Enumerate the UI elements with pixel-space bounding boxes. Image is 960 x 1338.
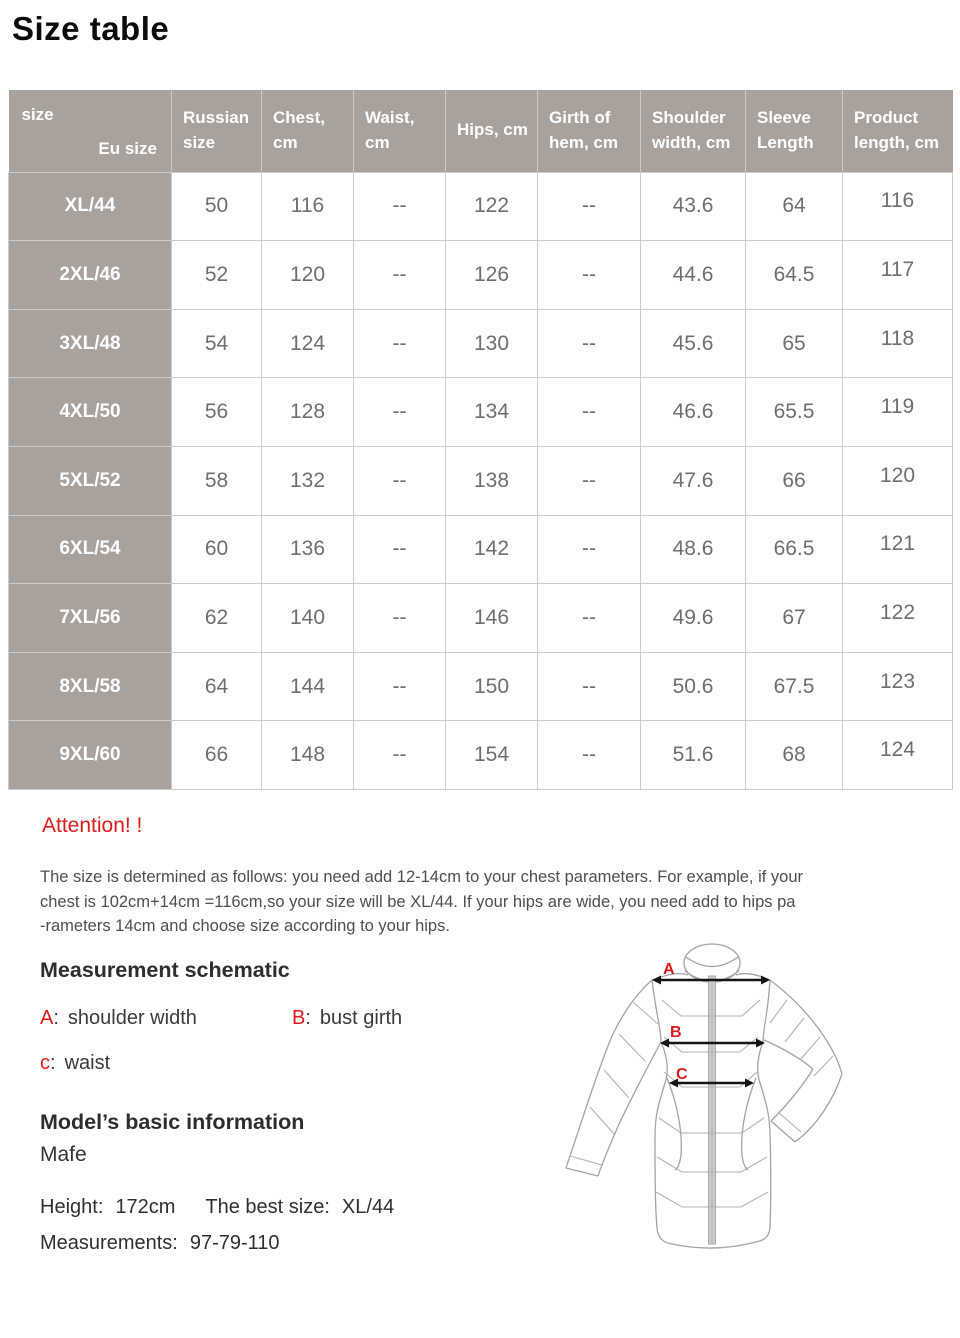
table-row	[9, 652, 953, 721]
legend-label: shoulder width	[67, 1007, 197, 1029]
model-measurements-line	[40, 1232, 280, 1255]
table-cell: 62	[172, 584, 262, 653]
table-cell: 60	[172, 515, 262, 584]
table-cell: 43.6	[641, 172, 746, 241]
row-size-label: 9XL/60	[9, 721, 172, 790]
size-table	[8, 90, 953, 790]
table-cell: --	[354, 515, 446, 584]
table-cell: --	[538, 584, 641, 653]
table-cell: 58	[172, 446, 262, 515]
table-cell: 148	[262, 721, 354, 790]
table-cell: 146	[446, 584, 538, 653]
table-cell: 67	[746, 584, 843, 653]
table-cell: 49.6	[641, 584, 746, 653]
row-size-label: XL/44	[9, 172, 172, 241]
table-cell: 138	[446, 446, 538, 515]
row-size-label: 8XL/58	[9, 652, 172, 721]
legend-letter: A	[40, 1007, 54, 1029]
table-cell: 67.5	[746, 652, 843, 721]
table-cell: --	[538, 515, 641, 584]
row-size-label: 4XL/50	[9, 378, 172, 447]
legend-colon: :	[305, 1007, 311, 1029]
best-size-value: XL/44	[341, 1196, 395, 1218]
coat-left-sleeve	[566, 980, 652, 1168]
legend-letter: c	[40, 1052, 50, 1074]
attention-heading: Attention! !	[42, 814, 143, 837]
legend-colon: :	[53, 1007, 59, 1029]
table-row	[9, 241, 953, 310]
table-row	[9, 584, 953, 653]
table-cell: --	[354, 584, 446, 653]
table-cell: --	[354, 721, 446, 790]
corner-header-cell	[9, 90, 172, 172]
table-cell: --	[538, 378, 641, 447]
table-cell: --	[354, 378, 446, 447]
column-header-chest: Chest, cm	[262, 90, 354, 172]
attention-line: chest is 102cm+14cm =116cm,so your size will be XL/44. If your hips are wide, you need add to hips pa	[40, 892, 796, 911]
row-size-label: 6XL/54	[9, 515, 172, 584]
table-cell: 132	[262, 446, 354, 515]
table-cell: --	[354, 172, 446, 241]
table-cell: 66.5	[746, 515, 843, 584]
table-cell: 56	[172, 378, 262, 447]
table-cell: 119	[843, 378, 953, 447]
table-cell: 120	[843, 446, 953, 515]
column-header-russian-size: Russian size	[172, 90, 262, 172]
table-cell: 48.6	[641, 515, 746, 584]
measurements-value: 97-79-110	[189, 1232, 280, 1254]
table-cell: 154	[446, 721, 538, 790]
table-cell: 64.5	[746, 241, 843, 310]
coat-left-pocket	[667, 1078, 681, 1170]
table-cell: 68	[746, 721, 843, 790]
attention-line: The size is determined as follows: you need add 12-14cm to your chest parameters. For example, if your	[40, 868, 804, 886]
table-cell: 144	[262, 652, 354, 721]
column-header-product-length: Product length, cm	[843, 90, 953, 172]
table-cell: 123	[843, 652, 953, 721]
legend-letter: B	[292, 1007, 306, 1029]
table-body	[9, 172, 953, 790]
table-cell: --	[354, 652, 446, 721]
row-size-label: 7XL/56	[9, 584, 172, 653]
table-cell: 44.6	[641, 241, 746, 310]
table-header-row	[9, 90, 953, 172]
table-cell: --	[538, 446, 641, 515]
table-cell: 54	[172, 309, 262, 378]
table-cell: 66	[172, 721, 262, 790]
table-cell: 64	[172, 652, 262, 721]
table-cell: 66	[746, 446, 843, 515]
table-cell: --	[354, 446, 446, 515]
table-cell: 134	[446, 378, 538, 447]
table-cell: 47.6	[641, 446, 746, 515]
table-row	[9, 515, 953, 584]
measurements-label: Measurements:	[40, 1232, 178, 1254]
table-cell: 124	[262, 309, 354, 378]
legend-item-bust-girth	[292, 1007, 402, 1030]
table-cell: 65.5	[746, 378, 843, 447]
table-cell: 51.6	[641, 721, 746, 790]
table-row	[9, 172, 953, 241]
column-header-hips: Hips, cm	[446, 90, 538, 172]
table-row	[9, 378, 953, 447]
legend-item-waist	[40, 1052, 110, 1075]
coat-measurement-diagram	[530, 930, 960, 1338]
model-info-heading: Model’s basic information	[40, 1110, 305, 1134]
column-header-waist: Waist, cm	[354, 90, 446, 172]
coat-right-sleeve	[770, 980, 842, 1074]
table-cell: --	[538, 241, 641, 310]
legend-label: bust girth	[319, 1007, 403, 1029]
table-row	[9, 309, 953, 378]
coat-right-pocket	[742, 1078, 756, 1170]
table-cell: --	[538, 309, 641, 378]
table-cell: 52	[172, 241, 262, 310]
column-header-sleeve-length: Sleeve Length	[746, 90, 843, 172]
table-cell: 126	[446, 241, 538, 310]
table-cell: --	[538, 652, 641, 721]
table-cell: 122	[446, 172, 538, 241]
table-cell: 64	[746, 172, 843, 241]
table-row	[9, 446, 953, 515]
table-cell: --	[538, 172, 641, 241]
table-cell: 50.6	[641, 652, 746, 721]
attention-paragraph	[40, 865, 803, 939]
table-cell: --	[354, 309, 446, 378]
table-cell: 46.6	[641, 378, 746, 447]
table-cell: 128	[262, 378, 354, 447]
column-header-girth-of-hem: Girth of hem, cm	[538, 90, 641, 172]
row-size-label: 2XL/46	[9, 241, 172, 310]
measurement-schematic-heading: Measurement schematic	[40, 958, 290, 982]
model-name: Mafe	[40, 1143, 87, 1166]
arrow-label-b: B	[670, 1024, 682, 1041]
table-cell: 124	[843, 721, 953, 790]
table-cell: 116	[262, 172, 354, 241]
legend-colon: :	[50, 1052, 56, 1074]
column-header-shoulder-width: Shoulder width, cm	[641, 90, 746, 172]
arrow-label-a: A	[663, 961, 675, 978]
corner-label-size: size	[21, 105, 54, 124]
table-cell: --	[354, 241, 446, 310]
table-cell: 45.6	[641, 309, 746, 378]
arrow-label-c: C	[676, 1066, 688, 1083]
table-cell: 142	[446, 515, 538, 584]
table-cell: 118	[843, 309, 953, 378]
table-cell: 150	[446, 652, 538, 721]
table-cell: 116	[843, 172, 953, 241]
height-value: 172cm	[115, 1196, 176, 1218]
table-cell: --	[538, 721, 641, 790]
legend-label: waist	[64, 1052, 111, 1074]
table-cell: 121	[843, 515, 953, 584]
shoulder-width-arrow	[652, 961, 770, 985]
table-cell: 140	[262, 584, 354, 653]
height-label: Height:	[40, 1196, 104, 1218]
model-height-line	[40, 1196, 394, 1219]
attention-line: -rameters 14cm and choose size according to your hips.	[40, 917, 450, 935]
page-title: Size table	[12, 10, 170, 47]
table-cell: 117	[843, 241, 953, 310]
table-row	[9, 721, 953, 790]
table-cell: 65	[746, 309, 843, 378]
best-size-label: The best size:	[205, 1196, 330, 1218]
table-cell: 120	[262, 241, 354, 310]
table-cell: 136	[262, 515, 354, 584]
row-size-label: 3XL/48	[9, 309, 172, 378]
corner-label-eu-size: Eu size	[98, 138, 157, 158]
table-cell: 50	[172, 172, 262, 241]
row-size-label: 5XL/52	[9, 446, 172, 515]
legend-item-shoulder-width	[40, 1007, 197, 1030]
table-cell: 122	[843, 584, 953, 653]
table-cell: 130	[446, 309, 538, 378]
